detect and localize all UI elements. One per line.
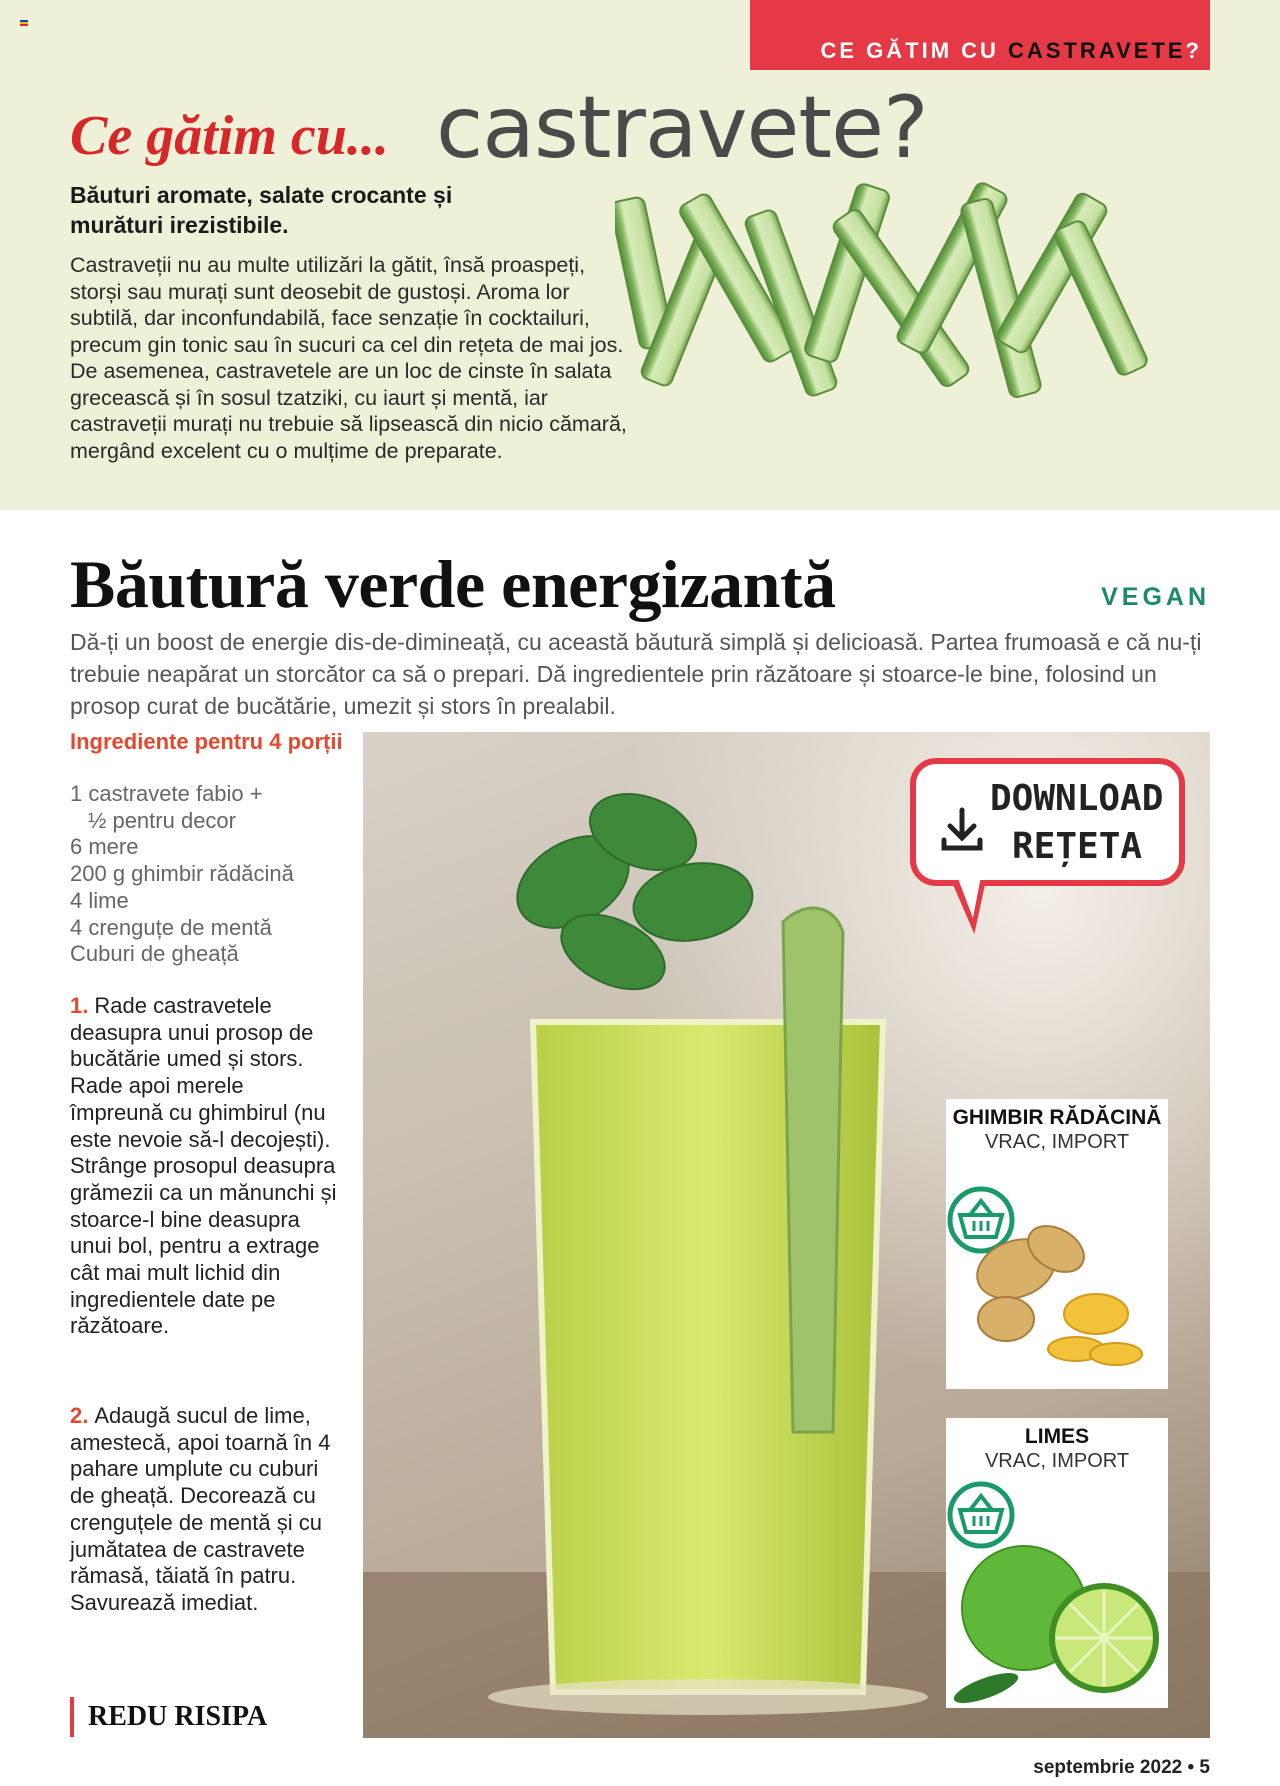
step-number: 2. [70,1403,89,1428]
ginger-image [946,1189,1168,1389]
list-item: Cuburi de gheață [70,941,239,967]
section-band-label: CE GĂTIM CU CASTRAVETE? [820,38,1202,63]
recipe-step-1 [70,993,340,1340]
footer-separator: • [1187,1757,1195,1778]
vegan-badge: VEGAN [1101,583,1210,611]
section-band [750,0,1210,70]
hero-section [0,0,1280,510]
hero-subtitle: Băuturi aromate, salate crocante și murături irezistibile. [70,182,453,238]
product-origin: VRAC, IMPORT [984,1131,1130,1153]
ingredients-heading: Ingrediente pentru 4 porții [70,729,343,754]
download-label-line2: REȚETA [1012,826,1143,867]
page-number: 5 [1199,1757,1210,1778]
product-card-limes[interactable] [946,1418,1168,1708]
list-item: 4 lime [70,887,129,913]
list-item: ½ pentru decor [88,807,236,833]
redu-risipa-tag: REDU RISIPA [70,1697,267,1737]
step-text: Rade castravetele deasupra unui prosop de bucătărie umed și stors. Rade apoi merele împreună cu ghimbirul (nu este nevoie să-l decojești). Strânge prosopul deasupra grămezii ca un mănunchi și stoarce-l bine deasupra unui bol, pentru a extrage cât mai mult lichid din ingredientele date pe răzătoare. [70,993,337,1339]
flag-icon [20,20,28,26]
hero-title-light: castravete? [436,78,928,178]
issue-date: septembrie 2022 [1033,1757,1183,1778]
hero-title-script: Ce gătim cu... [70,105,389,167]
list-item: 4 crenguțe de mentă [70,914,272,940]
step-text: Adaugă sucul de lime, amestecă, apoi toarnă în 4 pahare umplute cu cuburi de gheață. Decorează cu crenguțele de mentă și cu jumătatea de castravete rămasă, tăiată în patru. Savurează imediat. [70,1403,331,1615]
download-label-line1: DOWNLOAD [990,778,1164,819]
product-card-ginger[interactable] [946,1099,1168,1389]
list-item: 1 castravete fabio + [70,781,263,806]
product-name: GHIMBIR RĂDĂCINĂ [952,1106,1162,1129]
hero-intro-text: Castraveții nu au multe utilizări la gătit, însă proaspeți, storși sau murați sunt deosebit de gustoși. Aroma lor subtilă, dar inconfundabilă, face senzație în cocktailuri, precum gin tonic sau în sucuri ca cel din rețeta de mai jos. De asemenea, castravetele are un loc de cinste în salata grecească și în sosul tzatziki, cu iaurt și mentă, iar castraveții murați nu trebuie să lipsească din nicio cămară, mergând excelent cu o mulțime de preparate. [70,253,627,463]
ingredients-list [70,781,350,968]
download-icon [938,806,986,854]
list-item: 6 mere [70,834,139,860]
recipe-title: Băutură verde energizantă [70,546,836,622]
list-item: 200 g ghimbir rădăcină [70,861,294,887]
product-name: LIMES [1024,1425,1090,1448]
page-footer [1033,1757,1210,1779]
cucumber-sticks-image [615,178,1175,438]
step-number: 1. [70,993,89,1018]
product-origin: VRAC, IMPORT [984,1450,1130,1472]
recipe-step-2 [70,1403,340,1617]
limes-image [946,1498,1168,1708]
download-recipe-button[interactable] [910,758,1185,886]
recipe-lead: Dă-ți un boost de energie dis-de-dimineață, cu această băutură simplă și delicioasă. Partea frumoasă e că nu-ți trebuie neapărat un storcător ca să o prepari. Dă ingredientele prin răzătoare și stoarce-le bine, folosind un prosop curat de bucătărie, umezit și stors în prealabil. [70,629,1202,719]
